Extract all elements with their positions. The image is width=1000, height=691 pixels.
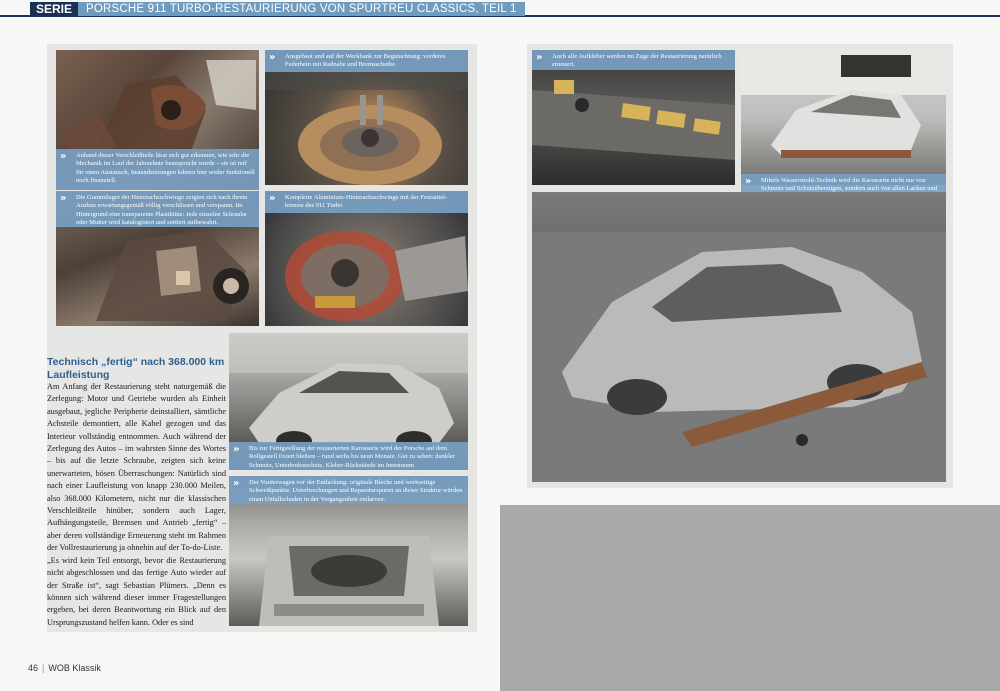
double-chevron-icon: » [269,52,276,63]
shell-small-illustration [741,50,946,185]
photo-shell-small [741,50,946,185]
photo-dashboard-stickers [532,50,735,185]
caption-aluminium-arm-text: Komplette Aluminium-Hinterachsschwinge mit der Festsattel-bremse des 911 Turbo [285,194,448,210]
caption-body-front [229,476,468,504]
right-page-grey-area [500,505,1000,691]
double-chevron-icon: » [745,176,752,187]
double-chevron-icon: » [60,193,67,204]
caption-brake-disc [265,50,468,72]
caption-brake-disc-text: Ausgebaut und auf der Werkbank zur Begutachtung: vorderes Federbein mit Radnabe und Bremsscheibe [285,53,446,69]
series-tag: SERIE [30,2,78,16]
article-body [47,381,226,629]
caption-worn-parts-text: Anhand dieser Verschleißteile lässt sich gut erkennen, wie sehr die Mechanik im Lauf der Jahrzehnte beansprucht wurde – sie ist reif für einen Austausch, Instandsetzungen lohnen hier weder funktionell noch finanziell. [76,152,255,184]
caption-body-side [229,442,468,470]
folio-separator: | [42,663,45,673]
double-chevron-icon: » [233,478,240,489]
caption-shell-small-text: Mittels Wasserstrahl-Technik wird die Karosserie nicht nur von Schmutz und Schutzüberzügen, sondern auch von allen Lacken und [761,177,937,193]
caption-aluminium-arm [265,191,468,213]
photo-shell-big [532,192,946,482]
caption-dashboard-stickers-text: Auch alle Aufkleber werden im Zuge der Restaurierung natürlich erneuert. [552,53,722,69]
caption-body-side-text: Bis zur Fertigstellung der restaurierten Karosserie wird der Porsche auf dem Rollgestell fixiert bleiben – rund sechs bis neun Monate. Gut zu sehen: dunkler Schmutz, Unterbodenschutz, Kleber-Rückstände im Innenraum [249,445,455,469]
caption-dashboard-stickers [532,50,735,70]
caption-body-front-text: Der Vorderwagen vor der Entlackung: originale Bleche und werkseitige Schweißpunkte. Unterbrechungen und Reparaturspuren an dieser Struktur würden einen Unfallschaden in der Vergangenheit entlarven. [249,479,463,503]
article-paragraph-1: Am Anfang der Restaurierung steht naturgemäß die Zerlegung: Motor und Getriebe wurden als Einheit ausgebaut, jegliche Peripherie deinstalliert, sämtliche Achsteile demontiert, alle Kabel gezogen und das Interieur vollständig entnommen. Auch während der Zerlegung des Autos – im wahrsten Sinne des Wortes – bis auf die letzte Schraube, zeigten sich keine unerwarteten, bösen Überraschungen: Natürlich sind nach einer Laufleistung von knapp 230.000 Meilen, also 368.000 Kilometern, nicht nur die klassischen Verschleißteile hinüber, sondern auch Lager, Aufhängungsteile, Bremsen und Antrieb „fertig“ – aber deren vollständige Erneuerung steht im Rahmen der Vollrestaurierung ja ohnehin auf der To-do-Liste. [47,382,226,553]
caption-worn-parts [56,149,259,190]
double-chevron-icon: » [269,193,276,204]
caption-rubber-mounts-text: Die Gummilager der Hinterachsschwinge zeigten sich nach ihrem Ausbau erwartungsgemäß völlig verschlissen und verspannt. Im Hintergrund eine transparente Plastiktüte: Jede einzelne Schraube oder Mutter wird katalogisiert und sortiert aufbewahrt. [76,194,248,226]
magazine-name: WOB Klassik [48,663,101,673]
page-number: 46 [28,663,39,673]
article-heading: Technisch „fertig“ nach 368.000 km Laufleistung [47,356,225,381]
series-title: PORSCHE 911 TURBO-RESTAURIERUNG VON SPURTREU CLASSICS, TEIL 1 [78,2,525,16]
double-chevron-icon: » [233,444,240,455]
series-header [0,2,1000,16]
page-folio [28,663,101,673]
double-chevron-icon: » [536,52,543,63]
caption-rubber-mounts [56,191,259,227]
dashboard-stickers-illustration [532,50,735,185]
article-paragraph-2: „Es wird kein Teil entsorgt, bevor die Restaurierung nicht abgeschlossen und das fertige Auto wieder auf der Straße ist“, sagt Sebastian Plümers. „Denn es können sich während dieser immer Fragestellungen ergeben, bei deren Beantwortung ein Blick auf den Ursprungszustand helfen kann. Oder es sind [47,555,226,627]
double-chevron-icon: » [60,151,67,162]
shell-big-illustration [532,192,946,482]
